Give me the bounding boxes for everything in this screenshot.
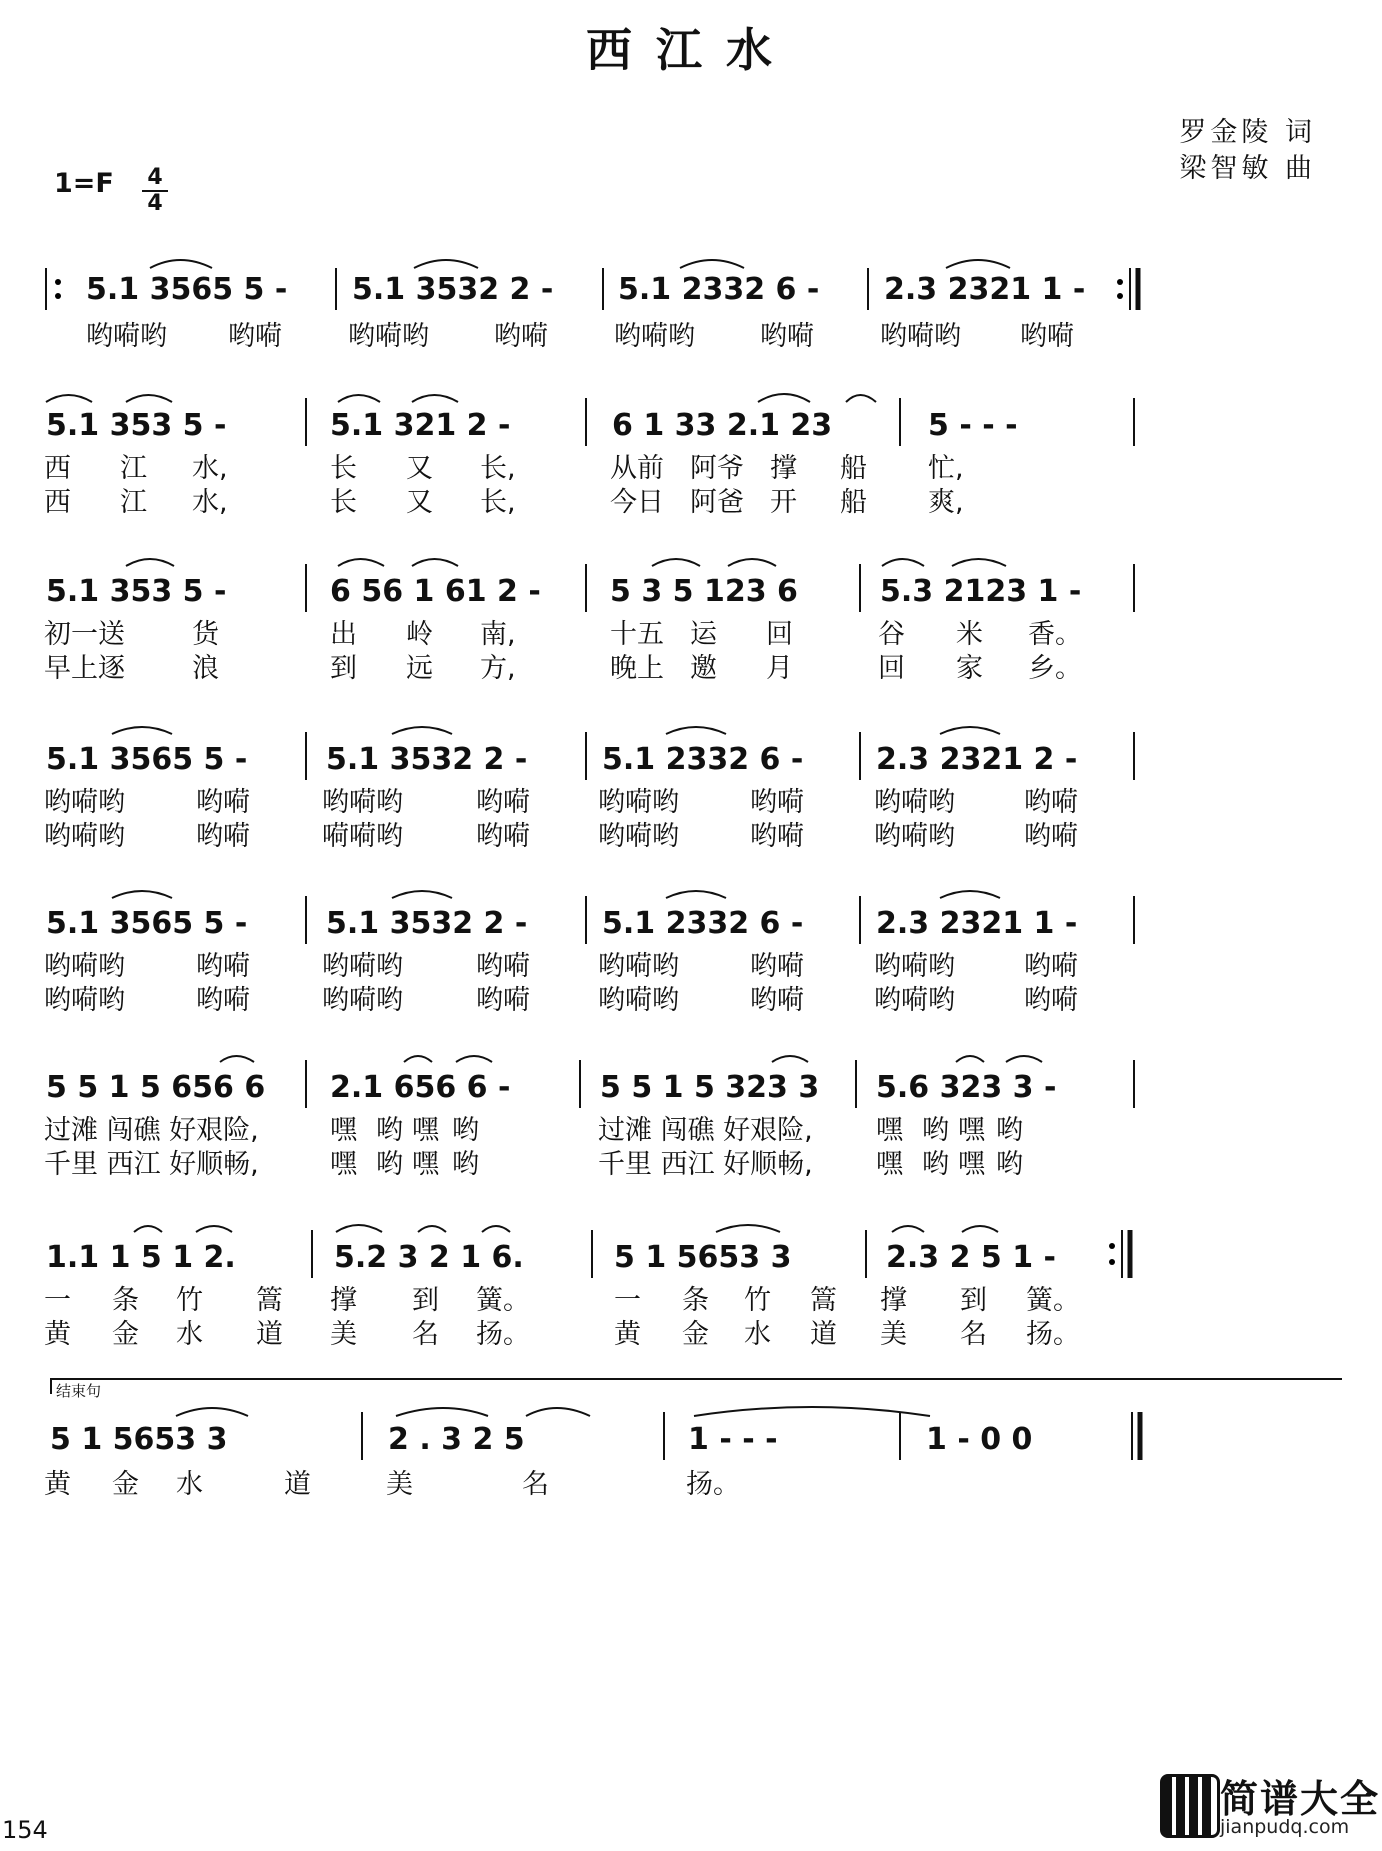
lyric: 嘿 bbox=[412, 1149, 439, 1180]
lyric-line-1 bbox=[0, 1278, 1382, 1314]
measure: 5 3 5 123 6 bbox=[610, 574, 798, 609]
lyric: 撑 bbox=[880, 1285, 907, 1316]
lyric: 哟嗬 bbox=[228, 321, 282, 352]
lyric: 名 bbox=[412, 1319, 439, 1350]
lyric: 一 bbox=[614, 1285, 641, 1316]
lyric: 哟嗬 bbox=[750, 951, 804, 982]
lyric: 回 bbox=[878, 653, 905, 684]
lyric: 长 bbox=[330, 453, 357, 484]
lyric: 嘿 bbox=[876, 1115, 903, 1146]
lyric: 哟嗬 bbox=[750, 985, 804, 1016]
lyric-line-1 bbox=[0, 612, 1382, 648]
notation-line bbox=[0, 250, 1382, 320]
lyric: 篙 bbox=[810, 1285, 837, 1316]
lyric: 撑 bbox=[770, 453, 797, 484]
lyric: 回 bbox=[766, 619, 793, 650]
lyric: 今日 bbox=[610, 487, 664, 518]
lyric: 哟嗬 bbox=[476, 821, 530, 852]
measure: 6 56 1 61 2 - bbox=[330, 574, 541, 609]
lyric: 哟嗬哟 bbox=[614, 321, 695, 352]
composer-credit: 梁智敏 曲 bbox=[1179, 153, 1316, 184]
lyric: 簧。 bbox=[1026, 1285, 1080, 1316]
measure: 5.1 2332 6 - bbox=[602, 742, 804, 777]
lyric: 哟嗬哟 bbox=[874, 821, 955, 852]
lyric: 嘿 bbox=[876, 1149, 903, 1180]
measure: 5.1 3565 5 - bbox=[46, 906, 248, 941]
lyric: 月 bbox=[766, 653, 793, 684]
lyric: 名 bbox=[522, 1469, 549, 1500]
lyric: 哟嗬哟 bbox=[322, 787, 403, 818]
key-signature: 1=F bbox=[54, 168, 114, 199]
lyric: 嘿 bbox=[330, 1115, 357, 1146]
lyric: 黄 bbox=[44, 1319, 71, 1350]
lyric: 扬。 bbox=[686, 1469, 740, 1500]
lyric: 哟嗬 bbox=[196, 821, 250, 852]
lyric: 出 bbox=[330, 619, 357, 650]
lyric: 哟嗬哟 bbox=[598, 821, 679, 852]
lyric: 水 bbox=[176, 1469, 203, 1500]
lyric-line-1 bbox=[0, 780, 1382, 816]
measure: 1 - 0 0 bbox=[926, 1422, 1033, 1457]
lyric: 南, bbox=[480, 619, 516, 650]
measure: 5.1 353 5 - bbox=[46, 574, 227, 609]
lyric: 十五 bbox=[610, 619, 664, 650]
lyric: 乡。 bbox=[1028, 653, 1082, 684]
measure: 5.2 3 2 1 6. bbox=[334, 1240, 524, 1275]
lyric: 哟嗬哟 bbox=[44, 951, 125, 982]
lyric: 哟嗬哟 bbox=[874, 951, 955, 982]
lyric: 嘿 bbox=[412, 1115, 439, 1146]
watermark-name: 简谱大全 bbox=[1220, 1777, 1381, 1821]
lyric: 一 bbox=[44, 1285, 71, 1316]
lyric: 晚上 bbox=[610, 653, 664, 684]
lyric: 哟嗬哟 bbox=[598, 951, 679, 982]
measure: 1 - - - bbox=[688, 1422, 778, 1457]
lyric: 嗬嗬哟 bbox=[322, 821, 403, 852]
lyric: 运 bbox=[690, 619, 717, 650]
lyric-line-1 bbox=[0, 1462, 1382, 1498]
lyricist-credit: 罗金陵 词 bbox=[1179, 117, 1316, 148]
watermark-url: jianpudq.com bbox=[1220, 1816, 1350, 1838]
lyric: 扬。 bbox=[476, 1319, 530, 1350]
lyric: 又 bbox=[406, 453, 433, 484]
measure: 2.3 2321 1 - bbox=[884, 272, 1086, 307]
lyric: 船 bbox=[840, 487, 867, 518]
lyric: 嘿 bbox=[958, 1149, 985, 1180]
lyric: 阿爸 bbox=[690, 487, 744, 518]
lyric: 条 bbox=[112, 1285, 139, 1316]
lyric: 嘿 bbox=[958, 1115, 985, 1146]
measure: 6 1 33 2.1 23 bbox=[612, 408, 833, 443]
lyric: 哟嗬哟 bbox=[322, 985, 403, 1016]
measure: 5 1 5653 3 bbox=[614, 1240, 792, 1275]
lyric-line-2 bbox=[0, 814, 1382, 850]
lyric: 哟嗬 bbox=[1020, 321, 1074, 352]
lyric: 从前 bbox=[610, 453, 664, 484]
piano-keys-icon bbox=[1160, 1774, 1220, 1838]
measure: 5 1 5653 3 bbox=[50, 1422, 228, 1457]
lyric: 哟嗬 bbox=[196, 985, 250, 1016]
measure: 2.3 2 5 1 - bbox=[886, 1240, 1056, 1275]
time-signature bbox=[142, 166, 168, 216]
measure: 5.1 2332 6 - bbox=[618, 272, 820, 307]
lyric: 西 bbox=[44, 453, 71, 484]
lyric: 又 bbox=[406, 487, 433, 518]
lyric: 哟嗬 bbox=[1024, 951, 1078, 982]
lyric: 长, bbox=[480, 453, 516, 484]
lyric: 远 bbox=[406, 653, 433, 684]
lyric: 到 bbox=[960, 1285, 987, 1316]
lyric: 浪 bbox=[192, 653, 219, 684]
lyric: 水, bbox=[192, 453, 228, 484]
lyric: 撑 bbox=[330, 1285, 357, 1316]
lyric: 哟嗬哟 bbox=[874, 787, 955, 818]
lyric: 邀 bbox=[690, 653, 717, 684]
lyric: 初一送 bbox=[44, 619, 125, 650]
lyric-line-2 bbox=[0, 978, 1382, 1014]
lyric: 水 bbox=[176, 1319, 203, 1350]
lyric: 哟嗬 bbox=[750, 787, 804, 818]
lyric: 美 bbox=[330, 1319, 357, 1350]
lyric: 哟 bbox=[922, 1149, 949, 1180]
measure: 5.1 353 5 - bbox=[46, 408, 227, 443]
lyric: 哟嗬哟 bbox=[44, 787, 125, 818]
lyric: 嘿 bbox=[330, 1149, 357, 1180]
lyric: 哟嗬哟 bbox=[86, 321, 167, 352]
lyric: 到 bbox=[330, 653, 357, 684]
lyric: 谷 bbox=[878, 619, 905, 650]
lyric: 哟 bbox=[452, 1149, 479, 1180]
lyric-line-2 bbox=[0, 646, 1382, 682]
measure: 5.1 3532 2 - bbox=[326, 742, 528, 777]
lyric: 忙, bbox=[928, 453, 964, 484]
lyric: 船 bbox=[840, 453, 867, 484]
lyric: 名 bbox=[960, 1319, 987, 1350]
lyric: 金 bbox=[112, 1469, 139, 1500]
lyric: 哟嗬 bbox=[476, 787, 530, 818]
lyric: 哟嗬哟 bbox=[348, 321, 429, 352]
lyric: 香。 bbox=[1028, 619, 1082, 650]
lyric: 哟嗬 bbox=[750, 821, 804, 852]
lyric-line-1 bbox=[0, 446, 1382, 482]
lyric: 道 bbox=[810, 1319, 837, 1350]
lyric: 岭 bbox=[406, 619, 433, 650]
lyric: 过滩 闯礁 好艰险, bbox=[44, 1115, 259, 1146]
lyric: 哟嗬哟 bbox=[874, 985, 955, 1016]
lyric-line-2 bbox=[0, 480, 1382, 516]
lyric: 哟 bbox=[922, 1115, 949, 1146]
measure: 2.3 2321 2 - bbox=[876, 742, 1078, 777]
lyric: 美 bbox=[880, 1319, 907, 1350]
lyric: 哟嗬 bbox=[476, 951, 530, 982]
lyric: 西 bbox=[44, 487, 71, 518]
lyric: 哟 bbox=[452, 1115, 479, 1146]
lyric: 哟嗬哟 bbox=[598, 787, 679, 818]
lyric: 长, bbox=[480, 487, 516, 518]
lyric: 哟嗬 bbox=[494, 321, 548, 352]
lyric: 哟嗬哟 bbox=[322, 951, 403, 982]
lyric: 竹 bbox=[744, 1285, 771, 1316]
ending-label: 结束句 bbox=[56, 1382, 102, 1400]
lyric-line-1 bbox=[0, 314, 1382, 350]
time-denominator: 4 bbox=[142, 190, 168, 216]
lyric: 过滩 闯礁 好艰险, bbox=[598, 1115, 813, 1146]
lyric: 哟嗬 bbox=[476, 985, 530, 1016]
lyric: 道 bbox=[284, 1469, 311, 1500]
lyric: 哟嗬哟 bbox=[44, 821, 125, 852]
lyric: 千里 西江 好顺畅, bbox=[598, 1149, 813, 1180]
measure: 5.1 3532 2 - bbox=[352, 272, 554, 307]
lyric-line-1 bbox=[0, 944, 1382, 980]
measure: 1.1 1 5 1 2. bbox=[46, 1240, 236, 1275]
measure: 2.3 2321 1 - bbox=[876, 906, 1078, 941]
lyric: 黄 bbox=[44, 1469, 71, 1500]
lyric: 哟嗬 bbox=[1024, 985, 1078, 1016]
lyric: 水, bbox=[192, 487, 228, 518]
lyric: 条 bbox=[682, 1285, 709, 1316]
lyric: 竹 bbox=[176, 1285, 203, 1316]
lyric: 黄 bbox=[614, 1319, 641, 1350]
lyric: 方, bbox=[480, 653, 516, 684]
lyric: 扬。 bbox=[1026, 1319, 1080, 1350]
watermark-logo bbox=[1160, 1768, 1382, 1848]
lyric: 长 bbox=[330, 487, 357, 518]
measure: 2.1 656 6 - bbox=[330, 1070, 511, 1105]
lyric: 哟 bbox=[996, 1115, 1023, 1146]
measure: 5 5 1 5 323 3 bbox=[600, 1070, 820, 1105]
lyric-line-1 bbox=[0, 1108, 1382, 1144]
lyric: 哟嗬哟 bbox=[880, 321, 961, 352]
measure: 5.1 2332 6 - bbox=[602, 906, 804, 941]
measure: 5 5 1 5 656 6 bbox=[46, 1070, 266, 1105]
lyric: 哟嗬 bbox=[1024, 787, 1078, 818]
measure: 5.1 3565 5 - bbox=[86, 272, 288, 307]
lyric: 哟 bbox=[376, 1149, 403, 1180]
lyric-line-2 bbox=[0, 1312, 1382, 1348]
lyric: 江 bbox=[120, 487, 147, 518]
lyric: 金 bbox=[682, 1319, 709, 1350]
page-number: 154 bbox=[2, 1816, 48, 1844]
lyric: 哟嗬哟 bbox=[598, 985, 679, 1016]
lyric: 江 bbox=[120, 453, 147, 484]
lyric: 千里 西江 好顺畅, bbox=[44, 1149, 259, 1180]
lyric: 美 bbox=[386, 1469, 413, 1500]
lyric: 早上逐 bbox=[44, 653, 125, 684]
notation-line bbox=[0, 1400, 1382, 1470]
lyric: 爽, bbox=[928, 487, 964, 518]
measure: 2 . 3 2 5 bbox=[388, 1422, 525, 1457]
measure: 5 - - - bbox=[928, 408, 1018, 443]
lyric: 阿爷 bbox=[690, 453, 744, 484]
lyric: 金 bbox=[112, 1319, 139, 1350]
lyric: 到 bbox=[412, 1285, 439, 1316]
lyric: 哟 bbox=[996, 1149, 1023, 1180]
measure: 5.1 321 2 - bbox=[330, 408, 511, 443]
lyric: 哟嗬哟 bbox=[44, 985, 125, 1016]
lyric: 簧。 bbox=[476, 1285, 530, 1316]
lyric: 道 bbox=[256, 1319, 283, 1350]
song-title: 西江水 bbox=[586, 23, 796, 77]
lyric: 家 bbox=[956, 653, 983, 684]
lyric: 哟嗬 bbox=[1024, 821, 1078, 852]
time-numerator: 4 bbox=[147, 165, 163, 190]
lyric: 开 bbox=[770, 487, 797, 518]
lyric: 水 bbox=[744, 1319, 771, 1350]
lyric: 货 bbox=[192, 619, 219, 650]
lyric-line-2 bbox=[0, 1142, 1382, 1178]
measure: 5.1 3532 2 - bbox=[326, 906, 528, 941]
lyric: 篙 bbox=[256, 1285, 283, 1316]
ending-bracket bbox=[50, 1378, 1342, 1394]
measure: 5.6 323 3 - bbox=[876, 1070, 1057, 1105]
lyric: 米 bbox=[956, 619, 983, 650]
lyric: 哟嗬 bbox=[196, 787, 250, 818]
measure: 5.1 3565 5 - bbox=[46, 742, 248, 777]
lyric: 哟嗬 bbox=[760, 321, 814, 352]
measure: 5.3 2123 1 - bbox=[880, 574, 1082, 609]
lyric: 哟嗬 bbox=[196, 951, 250, 982]
lyric: 哟 bbox=[376, 1115, 403, 1146]
